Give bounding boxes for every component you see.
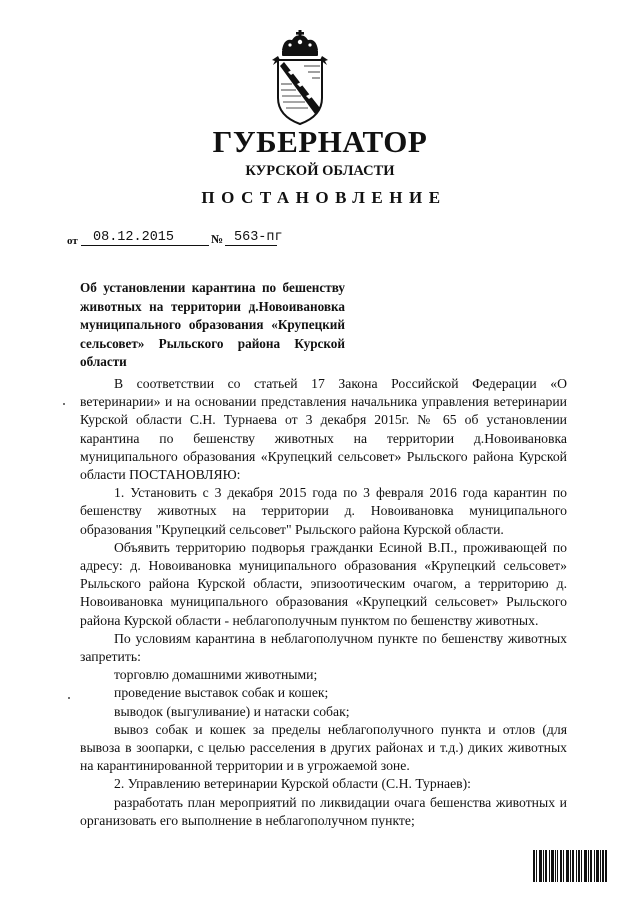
date-prefix: от [67,235,78,247]
list-item: торговлю домашними животными; [114,667,318,683]
body-paragraph: В соответствии со статьей 17 Закона Российской Федерации «О ветеринарии» и на основании представления начальника управления ветеринарии Курской области С.Н. Турнаева от 3 декабря 2015г. № 65 об установлении карантина по бешенству животных на территории д.Новоивановка муниципального образования «Крупецкий сельсовет» Рыльского района Курской области ПОСТАНОВЛЯЮ: [80,376,567,483]
list-item: проведение выставок собак и кошек; [114,685,329,701]
scan-speck [63,403,65,405]
document-type: ПОСТАНОВЛЕНИЕ [201,188,447,207]
list-item: вывоз собак и кошек за пределы неблагополучного пункта и отлов (для вывоза в зоопарки, с целью расселения в других районах и т.д.) диких животных на карантинированной территории и в угрожаемой зоне. [80,721,567,774]
scan-speck [68,697,70,699]
body-paragraph: Объявить территорию подворья гражданки Есиной В.П., проживающей по адресу: д. Новоивановка муниципального образования «Крупецкий сельсовет» Рыльского района Курской области, эпизоотическим очагом, а территорию д. Новоивановка муниципального образования «Крупецкий сельсовет» Рыльского района Курской области - неблагополучным пунктом по бешенству животных. [80,539,567,628]
number-prefix: № [211,232,224,246]
date-underline [81,245,209,246]
list-item: выводок (выгуливание) и натаски собак; [114,703,350,719]
document-number: 563-пг [234,230,283,245]
document-date: 08.12.2015 [93,230,175,245]
document-body [80,375,567,830]
body-paragraph: 2. Управлению ветеринарии Курской области (С.Н. Турнаев): [114,776,471,792]
date-number-line [67,229,327,247]
body-paragraph: По условиям карантина в неблагополучном пункте по бешенству животных запретить: [80,630,567,665]
coat-of-arms-icon [268,30,332,126]
number-underline [225,245,277,246]
barcode-icon [533,850,607,882]
body-paragraph: 1. Установить с 3 декабря 2015 года по 3 февраля 2016 года карантин по бешенству животных на территории д. Новоивановка муниципального образования "Крупецкий сельсовет" Рыльского района Курской области. [80,485,567,537]
region-subtitle: КУРСКОЙ ОБЛАСТИ [245,163,395,179]
document-subject: Об установлении карантина по бешенству животных на территории д.Новоивановка муниципального образования «Крупецкий сельсовет» Рыльского района Курской области [80,280,345,369]
body-paragraph: разработать план мероприятий по ликвидации очага бешенства животных и организовать его выполнение в неблагополучном пункте; [80,794,567,828]
page-title: ГУБЕРНАТОР [212,124,428,159]
